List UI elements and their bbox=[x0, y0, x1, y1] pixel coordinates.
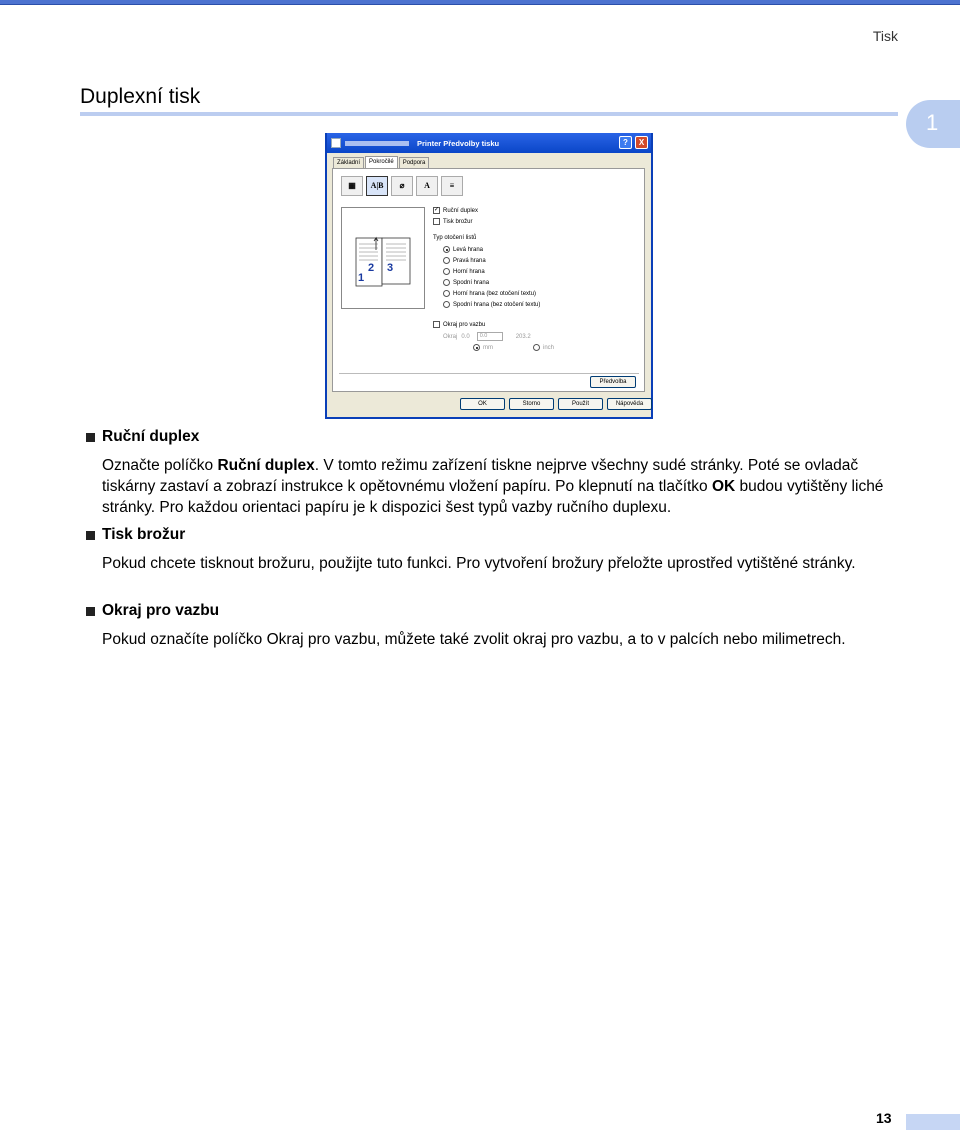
cancel-button[interactable]: Storno bbox=[509, 398, 554, 410]
dialog-title-bar bbox=[327, 133, 651, 153]
title-rule bbox=[80, 112, 898, 116]
flip-top-no-rotate-radio[interactable] bbox=[443, 290, 450, 297]
page-label-2: 2 bbox=[368, 262, 375, 274]
booklet-paragraph: Pokud chcete tisknout brožuru, použijte tuto funkci. Pro vytvoření brožury přeložte uprostřed vytištěné stránky. bbox=[102, 555, 856, 572]
flip-right-label: Pravá hrana bbox=[453, 257, 486, 264]
binding-offset-paragraph: Pokud označíte políčko Okraj pro vazbu, můžete také zvolit okraj pro vazbu, a to v palcích nebo milimetrech. bbox=[102, 631, 846, 648]
flip-top-label: Horní hrana bbox=[453, 268, 485, 275]
flip-top-edge[interactable] bbox=[443, 268, 485, 275]
bullet-heading-binding-offset bbox=[86, 602, 219, 620]
chapter-number: 1 bbox=[926, 110, 939, 135]
bullet-heading-manual-duplex bbox=[86, 428, 199, 446]
bold-term: Ruční duplex bbox=[217, 457, 315, 474]
tab-basic[interactable]: Základní bbox=[333, 157, 364, 169]
ok-button[interactable]: OK bbox=[460, 398, 505, 410]
offset-row bbox=[443, 332, 531, 341]
duplex-icon[interactable]: A|B bbox=[366, 176, 388, 196]
apply-button[interactable]: Použít bbox=[558, 398, 603, 410]
text-part: budou vytištěny liché stránky. Pro každou orientaci papíru je k dispozici šest typů vazby ručního duplexu. bbox=[102, 478, 884, 516]
flip-bottom-edge[interactable] bbox=[443, 279, 489, 286]
section-title: Duplexní tisk bbox=[80, 85, 201, 108]
unit-mm-option[interactable] bbox=[473, 344, 493, 351]
page-setup-icon[interactable]: A bbox=[416, 176, 438, 196]
dialog-title: Printer Předvolby tisku bbox=[417, 138, 500, 148]
bullet-square-icon bbox=[86, 433, 95, 442]
offset-min: 0.0 bbox=[461, 333, 470, 340]
manual-duplex-paragraph bbox=[102, 455, 892, 518]
bullet-heading-text: Tisk brožur bbox=[102, 526, 186, 543]
blurred-model-name bbox=[345, 141, 409, 146]
feature-icon-row bbox=[341, 176, 466, 196]
bullet-heading-booklet bbox=[86, 526, 185, 544]
duplex-preview bbox=[341, 207, 425, 309]
unit-inch-option[interactable] bbox=[533, 344, 554, 351]
manual-duplex-checkbox[interactable]: ✓ bbox=[434, 207, 440, 213]
device-options-icon[interactable]: ≡ bbox=[441, 176, 463, 196]
booklet-option[interactable] bbox=[433, 218, 472, 225]
offset-max: 203.2 bbox=[515, 333, 531, 340]
page-number: 13 bbox=[876, 1110, 892, 1126]
quality-icon[interactable]: ▦ bbox=[341, 176, 363, 196]
booklet-checkbox[interactable] bbox=[433, 218, 440, 225]
booklet-label: Tisk brožur bbox=[443, 218, 473, 225]
bullet-square-icon bbox=[86, 531, 95, 540]
flip-left-label: Levá hrana bbox=[453, 246, 484, 253]
top-rule bbox=[0, 0, 960, 5]
text-part: Označte políčko bbox=[102, 457, 218, 474]
printer-preferences-dialog bbox=[325, 133, 653, 419]
flip-left-edge[interactable] bbox=[443, 246, 483, 253]
flip-bottom-no-rotate-label: Spodní hrana (bez otočení textu) bbox=[453, 301, 541, 308]
watermark-icon[interactable]: ⌀ bbox=[391, 176, 413, 196]
flip-bottom-label: Spodní hrana bbox=[453, 279, 490, 286]
book-illustration bbox=[342, 208, 426, 310]
printer-icon bbox=[331, 138, 341, 148]
flip-top-no-rotate-label: Horní hrana (bez otočení textu) bbox=[453, 290, 537, 297]
flip-top-no-rotate[interactable] bbox=[443, 290, 536, 297]
tab-support[interactable]: Podpora bbox=[399, 157, 430, 169]
unit-inch-radio[interactable] bbox=[533, 344, 540, 351]
offset-label: Okraj bbox=[443, 333, 458, 340]
unit-mm-label: mm bbox=[483, 344, 493, 351]
bullet-heading-text: Okraj pro vazbu bbox=[102, 602, 220, 619]
unit-inch-label: inch bbox=[543, 344, 555, 351]
default-button[interactable]: Předvolba bbox=[590, 376, 636, 388]
running-head: Tisk bbox=[872, 28, 898, 44]
bullet-square-icon bbox=[86, 607, 95, 616]
manual-duplex-label: Ruční duplex bbox=[443, 207, 479, 214]
flip-left-radio[interactable] bbox=[443, 246, 450, 253]
offset-input[interactable]: 0.0 bbox=[477, 332, 503, 341]
tab-advanced[interactable]: Pokročilé bbox=[365, 156, 398, 168]
dialog-footer-buttons bbox=[460, 398, 656, 410]
flip-bottom-radio[interactable] bbox=[443, 279, 450, 286]
chapter-tab bbox=[906, 100, 960, 148]
flip-right-radio[interactable] bbox=[443, 257, 450, 264]
binding-offset-label: Okraj pro vazbu bbox=[443, 321, 486, 328]
binding-offset-checkbox[interactable] bbox=[433, 321, 440, 328]
page-label-3: 3 bbox=[387, 262, 394, 274]
manual-duplex-option[interactable] bbox=[433, 207, 478, 214]
binding-offset-option[interactable] bbox=[433, 321, 485, 328]
bullet-heading-text: Ruční duplex bbox=[102, 428, 200, 445]
help-footer-button[interactable]: Nápověda bbox=[607, 398, 652, 410]
bold-term: OK bbox=[711, 478, 736, 495]
flip-right-edge[interactable] bbox=[443, 257, 486, 264]
help-button[interactable]: ? bbox=[619, 136, 632, 149]
flip-top-radio[interactable] bbox=[443, 268, 450, 275]
flip-type-label: Typ otočení listů bbox=[433, 235, 477, 241]
unit-mm-radio[interactable] bbox=[473, 344, 480, 351]
flip-bottom-no-rotate[interactable] bbox=[443, 301, 540, 308]
advanced-panel bbox=[332, 168, 645, 392]
text-part: . V tomto režimu zařízení tiskne nejprve všechny sudé stránky. Poté se ovladač tiskárny zastaví a zobrazí instrukce k opětovnému vložení papíru. Po klepnutí na tlačítko bbox=[102, 457, 859, 495]
flip-bottom-no-rotate-radio[interactable] bbox=[443, 301, 450, 308]
page-label-1: 1 bbox=[358, 272, 365, 284]
close-button[interactable]: X bbox=[635, 136, 648, 149]
panel-separator bbox=[339, 373, 639, 374]
page-number-bar bbox=[906, 1114, 960, 1130]
